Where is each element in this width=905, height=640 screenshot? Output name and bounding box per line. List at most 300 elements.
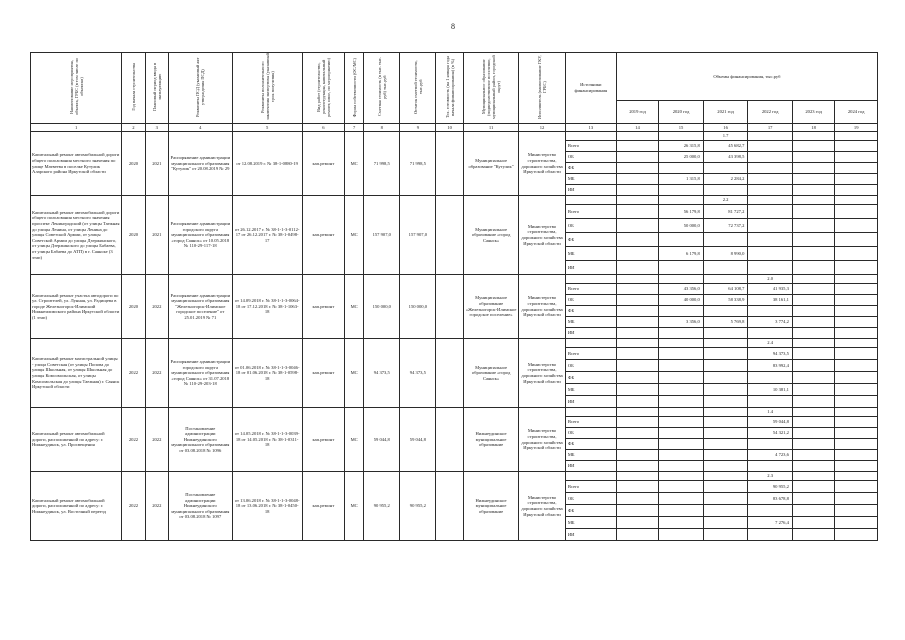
end-year: 2021 — [145, 132, 168, 196]
header-fin-source: Источники финансирования — [565, 53, 616, 124]
header-est-cost: Сметная стоимость (в тыс. тыс. руб) тыс.руб — [364, 53, 400, 124]
fin-value — [703, 348, 748, 360]
header-psd: Реквизиты ПСД (указанный акт утверждения ПСД) — [168, 53, 232, 124]
fin-value — [835, 163, 878, 174]
executor-name: Муниципальное образование «Железногорск-Илимское городское поселение» — [463, 275, 518, 339]
fin-value: 5 769,8 — [703, 317, 748, 328]
fin-value — [703, 233, 748, 247]
fin-source: ФБ — [565, 163, 616, 174]
fin-value: 4 723,6 — [748, 450, 793, 461]
customer-name: Министерство строительства, дорожного хозяйства Иркутской области — [519, 196, 566, 275]
fin-value — [792, 163, 834, 174]
empty-cell — [703, 408, 748, 417]
fin-source: МБ — [565, 174, 616, 185]
fin-value — [616, 233, 658, 247]
fin-value — [748, 439, 793, 450]
readiness — [436, 275, 464, 339]
psd-details: Распоряжение администрации городского округа муниципального образования «город Саянск» от 31.07.2018 № 110-29-203-18 — [168, 339, 232, 408]
column-number: 6 — [302, 124, 344, 132]
remaining-cost: 150 000,0 — [400, 275, 436, 339]
fin-source: ИИ — [565, 396, 616, 408]
fin-value — [703, 328, 748, 339]
fin-value — [659, 417, 704, 428]
fin-value — [616, 185, 658, 196]
executor-name: Муниципальное образование "Кутулик" — [463, 132, 518, 196]
column-number: 4 — [168, 124, 232, 132]
estimated-cost: 71 998,5 — [364, 132, 400, 196]
group-code: 2.2 — [703, 196, 748, 205]
fin-value — [792, 317, 834, 328]
work-type: кап.ремонт — [302, 408, 344, 472]
fin-value — [616, 372, 658, 384]
fin-value: 90 955,2 — [748, 481, 793, 493]
fin-value — [616, 219, 658, 233]
fin-value — [659, 306, 704, 317]
fin-value — [748, 141, 793, 152]
readiness — [436, 339, 464, 408]
customer-name: Министерство строительства, дорожного хозяйства Иркутской области — [519, 472, 566, 541]
column-number: 8 — [364, 124, 400, 132]
executor-name: Нижнеудинское муниципальное образование — [463, 408, 518, 472]
fin-source: МБ — [565, 247, 616, 261]
fin-value — [616, 284, 658, 295]
fin-value — [616, 348, 658, 360]
fin-value — [703, 306, 748, 317]
fin-value — [659, 185, 704, 196]
customer-name: Министерство строительства, дорожного хозяйства Иркутской области — [519, 275, 566, 339]
fin-value — [703, 360, 748, 372]
fin-source: ОБ — [565, 152, 616, 163]
fin-value — [703, 529, 748, 541]
fin-value — [835, 439, 878, 450]
fin-value — [748, 505, 793, 517]
fin-value: 1 315,8 — [659, 174, 704, 185]
fin-value — [616, 360, 658, 372]
ownership: МС — [345, 408, 364, 472]
fin-value — [835, 360, 878, 372]
fin-source: МБ — [565, 384, 616, 396]
empty-cell — [616, 408, 658, 417]
fin-value: 26 315,8 — [659, 141, 704, 152]
fin-value — [792, 396, 834, 408]
fin-value — [792, 174, 834, 185]
fin-source: Всего — [565, 205, 616, 219]
fin-value: 45 682,7 — [703, 141, 748, 152]
fin-value — [792, 348, 834, 360]
fin-value — [792, 372, 834, 384]
fin-source-empty — [565, 408, 616, 417]
fin-value — [835, 396, 878, 408]
fin-value — [659, 461, 704, 472]
empty-cell — [616, 472, 658, 481]
fin-value — [616, 517, 658, 529]
object-name: Капитальный ремонт автомобильной дороги, расположенной по адресу: г. Нижнеудинск, ул. Восточный переезд — [31, 472, 122, 541]
ownership: МС — [345, 275, 364, 339]
header-ownership: Форма собственности (ОС/МС) — [345, 53, 364, 124]
fin-value — [835, 233, 878, 247]
fin-value: 40 000,0 — [659, 295, 704, 306]
fin-value: 3 356,0 — [659, 317, 704, 328]
start-year: 2022 — [122, 472, 145, 541]
start-year: 2020 — [122, 275, 145, 339]
expertise-details: от 12.08.2019 г. № 38-1-0880-19 — [232, 132, 302, 196]
fin-value: 41 935,3 — [748, 284, 793, 295]
fin-value: 3 774,2 — [748, 317, 793, 328]
fin-value — [792, 529, 834, 541]
fin-value — [659, 517, 704, 529]
fin-value — [616, 317, 658, 328]
fin-value — [835, 372, 878, 384]
psd-details: Распоряжение администрации муниципального образования "Кутулик" от 20.08.2019 № 29 — [168, 132, 232, 196]
fin-value — [659, 428, 704, 439]
estimated-cost: 94 373,5 — [364, 339, 400, 408]
estimated-cost: 150 000,0 — [364, 275, 400, 339]
fin-value — [792, 450, 834, 461]
fin-source: ФБ — [565, 306, 616, 317]
fin-value — [616, 450, 658, 461]
empty-cell — [835, 196, 878, 205]
fin-source-empty — [565, 472, 616, 481]
header-year-5: 2024 год — [835, 100, 878, 123]
fin-source-empty — [565, 196, 616, 205]
fin-value — [835, 261, 878, 275]
column-number: 12 — [519, 124, 566, 132]
empty-cell — [659, 472, 704, 481]
empty-cell — [792, 472, 834, 481]
fin-value — [703, 372, 748, 384]
fin-value — [616, 461, 658, 472]
empty-cell — [835, 275, 878, 284]
group-code-row — [31, 339, 878, 348]
financing-table — [30, 52, 878, 541]
fin-value — [703, 428, 748, 439]
fin-value: 6 179,8 — [659, 247, 704, 261]
fin-value — [659, 529, 704, 541]
fin-source: ОБ — [565, 360, 616, 372]
fin-value: 10 381,1 — [748, 384, 793, 396]
header-year-3: 2022 год — [748, 100, 793, 123]
fin-value — [703, 396, 748, 408]
fin-value — [835, 493, 878, 505]
fin-value — [792, 152, 834, 163]
column-number: 13 — [565, 124, 616, 132]
fin-value — [748, 163, 793, 174]
fin-value — [616, 247, 658, 261]
fin-value — [792, 185, 834, 196]
fin-value — [616, 295, 658, 306]
fin-value: 56 179,8 — [659, 205, 704, 219]
fin-value — [703, 461, 748, 472]
fin-value — [835, 450, 878, 461]
fin-value — [703, 439, 748, 450]
fin-value — [748, 205, 793, 219]
fin-value: 43 398,5 — [703, 152, 748, 163]
ownership: МС — [345, 339, 364, 408]
fin-source: ИИ — [565, 185, 616, 196]
work-type: кап.ремонт — [302, 132, 344, 196]
column-number: 14 — [616, 124, 658, 132]
customer-name: Министерство строительства, дорожного хозяйства Иркутской области — [519, 408, 566, 472]
fin-value — [703, 185, 748, 196]
fin-value — [616, 493, 658, 505]
header-year-4: 2023 год — [792, 100, 834, 123]
fin-value — [835, 174, 878, 185]
fin-value — [748, 396, 793, 408]
fin-value: 7 276,4 — [748, 517, 793, 529]
fin-value: 83 992,4 — [748, 360, 793, 372]
fin-value — [748, 174, 793, 185]
fin-value — [792, 417, 834, 428]
column-number: 1 — [31, 124, 122, 132]
group-code: 1.4 — [748, 408, 793, 417]
fin-value — [748, 219, 793, 233]
fin-value — [616, 417, 658, 428]
empty-cell — [748, 132, 793, 141]
column-number: 17 — [748, 124, 793, 132]
ownership: МС — [345, 472, 364, 541]
fin-value — [792, 439, 834, 450]
empty-cell — [792, 132, 834, 141]
expertise-details: от 13.06.2018 г. № 38-1-1-3-0048-18 от 13.06.2018 г. № 38-1-0450-18 — [232, 472, 302, 541]
estimated-cost: 90 955,2 — [364, 472, 400, 541]
fin-value — [835, 152, 878, 163]
header-year-2: 2021 год — [703, 100, 748, 123]
fin-source: МБ — [565, 450, 616, 461]
fin-value — [616, 396, 658, 408]
fin-value — [703, 517, 748, 529]
fin-value — [792, 461, 834, 472]
empty-cell — [616, 339, 658, 348]
group-code: 2.4 — [748, 339, 793, 348]
group-code-row — [31, 408, 878, 417]
fin-value — [835, 384, 878, 396]
fin-value — [792, 219, 834, 233]
expertise-details: от 26.12.2017 г. № 38-1-1-3-0112-17 от 26.12.2017 г. № 38-1-0498-17 — [232, 196, 302, 275]
empty-cell — [835, 408, 878, 417]
empty-cell — [835, 132, 878, 141]
empty-cell — [792, 196, 834, 205]
fin-source: ОБ — [565, 493, 616, 505]
fin-value: 83 678,8 — [748, 493, 793, 505]
fin-value — [835, 417, 878, 428]
fin-source: ИИ — [565, 529, 616, 541]
fin-value — [748, 306, 793, 317]
remaining-cost: 90 955,2 — [400, 472, 436, 541]
empty-cell — [703, 472, 748, 481]
fin-value — [748, 328, 793, 339]
psd-details: Постановление администрации Нижнеудинского муниципального образования от 03.08.2018 № 1097 — [168, 472, 232, 541]
fin-value — [659, 233, 704, 247]
header-year-1: 2020 год — [659, 100, 704, 123]
fin-source: ФБ — [565, 372, 616, 384]
fin-value — [835, 428, 878, 439]
empty-cell — [792, 275, 834, 284]
fin-value — [835, 328, 878, 339]
fin-value — [659, 505, 704, 517]
fin-value — [792, 247, 834, 261]
fin-value — [616, 174, 658, 185]
fin-source: Всего — [565, 481, 616, 493]
fin-value: 25 000,0 — [659, 152, 704, 163]
fin-value — [748, 529, 793, 541]
group-code: 2.3 — [748, 472, 793, 481]
work-type: кап.ремонт — [302, 472, 344, 541]
fin-value: 50 000,0 — [659, 219, 704, 233]
readiness — [436, 408, 464, 472]
fin-value — [616, 152, 658, 163]
end-year: 2022 — [145, 275, 168, 339]
empty-cell — [748, 196, 793, 205]
object-name: Капитальный ремонт автомобильной дороги общего пользования местного значения по улице Матвеева в поселке Кутулик Аларского района Иркутской области — [31, 132, 122, 196]
fin-source: ИИ — [565, 261, 616, 275]
column-number: 10 — [436, 124, 464, 132]
fin-value — [792, 505, 834, 517]
header-executor: Муниципальное образование (подведомственное поселение, муниципальный район, городской округ) — [463, 53, 518, 124]
empty-cell — [659, 196, 704, 205]
fin-value — [792, 233, 834, 247]
fin-value — [792, 205, 834, 219]
fin-value — [659, 261, 704, 275]
fin-value — [659, 348, 704, 360]
executor-name: Муниципальное образование «город Саянск» — [463, 196, 518, 275]
remaining-cost: 94 373,5 — [400, 339, 436, 408]
fin-value — [616, 505, 658, 517]
group-code: 1.7 — [703, 132, 748, 141]
fin-value — [616, 529, 658, 541]
executor-name: Нижнеудинское муниципальное образование — [463, 472, 518, 541]
object-name: Капитальный ремонт автомобильной дороги, расположенной по адресу: г. Нижнеудинск, ул. Просвещения — [31, 408, 122, 472]
page-number: 8 — [451, 22, 455, 31]
fin-value — [703, 505, 748, 517]
fin-value — [616, 261, 658, 275]
estimated-cost: 59 044,8 — [364, 408, 400, 472]
work-type: кап.ремонт — [302, 196, 344, 275]
ownership: МС — [345, 196, 364, 275]
fin-source: ОБ — [565, 219, 616, 233]
readiness — [436, 472, 464, 541]
fin-value — [748, 185, 793, 196]
work-type: кап.ремонт — [302, 275, 344, 339]
fin-value — [659, 163, 704, 174]
remaining-cost: 59 044,8 — [400, 408, 436, 472]
executor-name: Муниципальное образование «город Саянск» — [463, 339, 518, 408]
fin-value — [792, 306, 834, 317]
empty-cell — [703, 275, 748, 284]
fin-value — [703, 163, 748, 174]
expertise-details: от 14.09.2018 г. № 38-1-1-3-0064-18 от 17.12.2018 г. № 38-1-1063-18 — [232, 275, 302, 339]
fin-source: МБ — [565, 317, 616, 328]
start-year: 2022 — [122, 408, 145, 472]
fin-source: ОБ — [565, 295, 616, 306]
fin-value — [703, 493, 748, 505]
fin-source: ФБ — [565, 439, 616, 450]
empty-cell — [792, 339, 834, 348]
fin-value — [703, 261, 748, 275]
fin-value — [659, 493, 704, 505]
psd-details: Распоряжение администрации городского округа муниципального образования «город Саянск» от 10.05.2018 № 110-29-117-18 — [168, 196, 232, 275]
fin-value — [659, 396, 704, 408]
fin-value — [792, 284, 834, 295]
empty-cell — [659, 132, 704, 141]
header-start-year: Год начала строительства — [122, 53, 145, 124]
readiness — [436, 196, 464, 275]
group-code-row — [31, 275, 878, 284]
group-code-row — [31, 196, 878, 205]
expertise-details: от 14.05.2018 г. № 38-1-1-3-0039-18 от 14.05.2018 г. № 38-1-0311-18 — [232, 408, 302, 472]
column-number: 18 — [792, 124, 834, 132]
column-number: 15 — [659, 124, 704, 132]
header-remain-cost: Остаток сметной стоимости, тыс.руб — [400, 53, 436, 124]
psd-details: Распоряжение администрации муниципального образования "Железногорск-Илимское городское поселение" от 25.01.2019 № 71 — [168, 275, 232, 339]
empty-cell — [659, 275, 704, 284]
fin-source: МБ — [565, 517, 616, 529]
ownership: МС — [345, 132, 364, 196]
fin-value — [616, 428, 658, 439]
fin-value — [616, 439, 658, 450]
header-work-type: Вид работ (строительство, реконструкция, капитальный ремонт, иное, по мероприятию) — [302, 53, 344, 124]
empty-cell — [792, 408, 834, 417]
fin-value: 94 373,5 — [748, 348, 793, 360]
fin-value — [835, 505, 878, 517]
group-code-row — [31, 472, 878, 481]
fin-value — [703, 450, 748, 461]
fin-source: Всего — [565, 348, 616, 360]
object-name: Капитальный ремонт магистральной улицы - улица Советская (от улицы Попова до улицы Школьная, от улицы Школьная до улицы Комсомольская, от улицы Комсомольская до улицы Таежная) г. Саянск Иркутской области — [31, 339, 122, 408]
fin-value — [835, 461, 878, 472]
fin-value — [835, 481, 878, 493]
header-volume: Объемы финансирования, тыс.руб — [616, 53, 877, 101]
fin-value — [835, 185, 878, 196]
fin-value: 43 356,0 — [659, 284, 704, 295]
fin-value — [835, 284, 878, 295]
remaining-cost: 71 998,5 — [400, 132, 436, 196]
header-end-year: Плановый период ввода в эксплуатацию — [145, 53, 168, 124]
fin-value — [659, 450, 704, 461]
empty-cell — [835, 339, 878, 348]
end-year: 2022 — [145, 408, 168, 472]
column-number: 19 — [835, 124, 878, 132]
fin-value — [616, 163, 658, 174]
fin-value — [792, 328, 834, 339]
fin-value — [616, 306, 658, 317]
fin-source: ФБ — [565, 233, 616, 247]
header-name: Наименование мероприятия, объекта, ГРБС (в том числе по объектам) — [31, 53, 122, 124]
fin-value — [616, 384, 658, 396]
empty-cell — [616, 275, 658, 284]
header-year-0: 2019 год — [616, 100, 658, 123]
fin-value: 59 044,8 — [748, 417, 793, 428]
empty-cell — [703, 339, 748, 348]
column-number: 5 — [232, 124, 302, 132]
fin-value: 58 338,9 — [703, 295, 748, 306]
fin-value — [703, 417, 748, 428]
fin-value — [748, 461, 793, 472]
fin-source: ИИ — [565, 461, 616, 472]
fin-value — [616, 481, 658, 493]
column-number: 11 — [463, 124, 518, 132]
fin-value: 2 284,2 — [703, 174, 748, 185]
fin-value — [792, 493, 834, 505]
fin-value — [748, 247, 793, 261]
work-type: кап.ремонт — [302, 339, 344, 408]
empty-cell — [659, 339, 704, 348]
fin-value — [835, 247, 878, 261]
estimated-cost: 157 907,0 — [364, 196, 400, 275]
fin-value — [792, 517, 834, 529]
fin-value — [748, 152, 793, 163]
fin-value: 8 990,0 — [703, 247, 748, 261]
group-code: 2.0 — [748, 275, 793, 284]
